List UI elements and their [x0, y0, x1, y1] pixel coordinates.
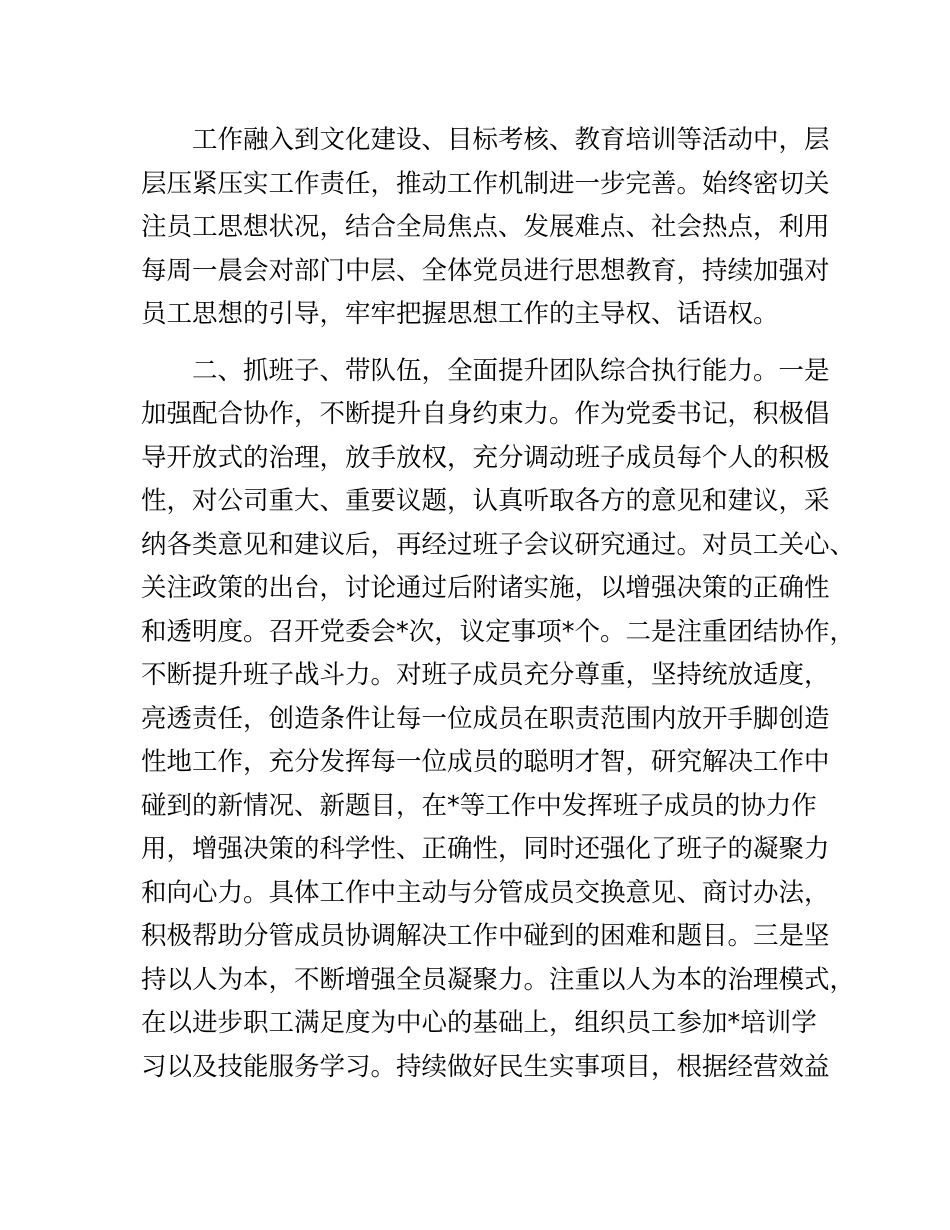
text-line: 加强配合协作，不断提升自身约束力。作为党委书记，积极倡 — [141, 399, 830, 429]
text-line: 持以人为本，不断增强全员凝聚力。注重以人为本的治理模式， — [141, 964, 856, 995]
document-body — [141, 119, 856, 1089]
text-line: 和透明度。召开党委会*次，议定事项*个。二是注重团结协作， — [141, 616, 856, 647]
paragraph-2 — [141, 350, 856, 1090]
text-line: 在以进步职工满足度为中心的基础上，组织员工参加*培训学 — [141, 1008, 817, 1038]
text-line: 纳各类意见和建议后，再经过班子会议研究通过。对员工关心、 — [141, 529, 856, 560]
text-line: 习以及技能服务学习。持续做好民生实事项目，根据经营效益 — [141, 1051, 830, 1082]
text-line: 导开放式的治理，放手放权，充分调动班子成员每个人的积极 — [141, 442, 830, 473]
text-line: 不断提升班子战斗力。对班子成员充分尊重，坚持统放适度， — [141, 660, 830, 690]
text-line: 性，对公司重大、重要议题，认真听取各方的意见和建议，采 — [141, 486, 830, 516]
text-line: 积极帮助分管成员协调解决工作中碰到的困难和题目。三是坚 — [141, 921, 830, 951]
text-line: 和向心力。具体工作中主动与分管成员交换意见、商讨办法， — [141, 877, 830, 908]
text-line: 注员工思想状况，结合全局焦点、发展难点、社会热点，利用 — [141, 212, 830, 242]
text-line: 每周一晨会对部门中层、全体党员进行思想教育，持续加强对 — [141, 255, 830, 286]
text-line: 层压紧压实工作责任，推动工作机制进一步完善。始终密切关 — [141, 168, 830, 199]
text-line: 性地工作，充分发挥每一位成员的聪明才智，研究解决工作中 — [141, 747, 830, 777]
text-line: 关注政策的出台，讨论通过后附诸实施，以增强决策的正确性 — [141, 573, 830, 603]
text-line: 碰到的新情况、新题目，在*等工作中发挥班子成员的协力作 — [141, 790, 817, 821]
text-line: 用，增强决策的科学性、正确性，同时还强化了班子的凝聚力 — [141, 834, 830, 864]
text-line: 员工思想的引导，牢牢把握思想工作的主导权、话语权。 — [141, 299, 779, 329]
paragraph-spacer — [141, 337, 811, 350]
text-line: 二、抓班子、带队伍，全面提升团队综合执行能力。一是 — [141, 355, 830, 386]
paragraph-1 — [141, 119, 830, 337]
text-line: 亮透责任，创造条件让每一位成员在职责范围内放开手脚创造 — [141, 703, 830, 734]
text-line: 工作融入到文化建设、目标考核、教育培训等活动中，层 — [141, 125, 830, 155]
